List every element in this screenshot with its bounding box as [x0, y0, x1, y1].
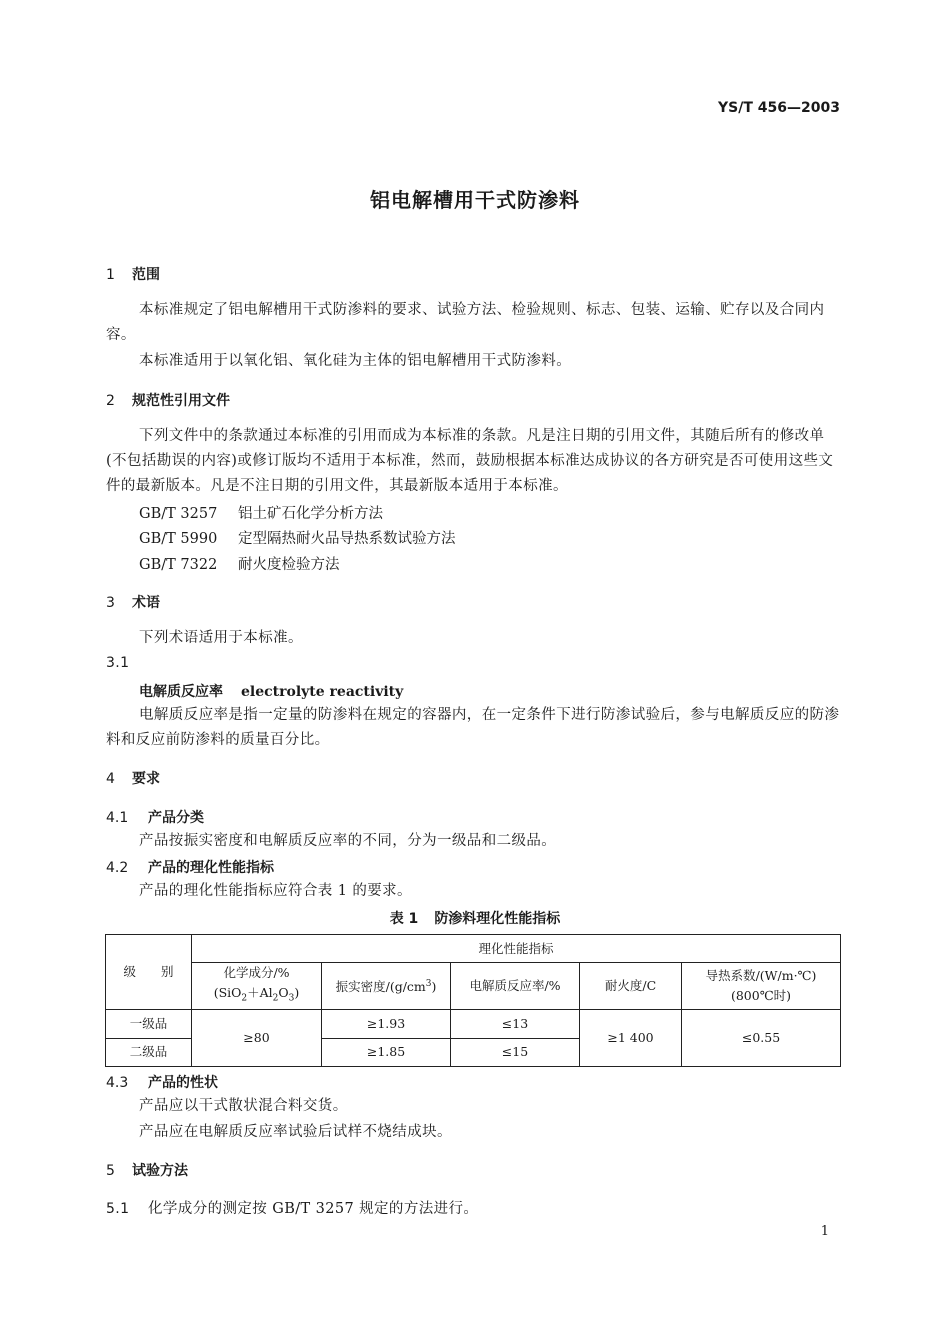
document-title: 铝电解槽用干式防渗料 [370, 188, 580, 212]
density-cell: ≥1.85 [322, 1038, 451, 1066]
section-3-para-1: 下列术语适用于本标准。 [139, 630, 303, 646]
table-header-density: 振实密度$/(g/cm^3)$ [322, 963, 451, 1010]
reference-title: 定型隔热耐火品导热系数试验方法 [238, 531, 456, 547]
section-number: 1 [106, 267, 115, 283]
reactivity-cell: ≤13 [451, 1009, 580, 1038]
chemical-value-cell: ≥80 [192, 1009, 322, 1066]
reference-item [139, 502, 383, 523]
section-title: 要求 [132, 771, 160, 787]
density-cell: ≥1.93 [322, 1009, 451, 1038]
reactivity-cell: ≤15 [451, 1038, 580, 1066]
table-header-row [106, 935, 841, 963]
term-chinese: 电解质反应率 [139, 684, 223, 700]
section-number: 2 [106, 393, 115, 409]
subsection-title: 产品的性状 [148, 1075, 218, 1091]
section-number: 4 [106, 771, 115, 787]
subsection-4-2-para: 产品的理化性能指标应符合表 1 的要求。 [139, 883, 412, 899]
section-title: 规范性引用文件 [132, 393, 230, 409]
table-caption-title: 防渗料理化性能指标 [434, 911, 561, 927]
section-1-para-1: 本标准规定了铝电解槽用干式防渗料的要求、试验方法、检验规则、标志、包装、运输、贮存以及合同内容。 [106, 302, 825, 343]
reference-code: GB/T 7322 [139, 557, 218, 573]
subsection-5-1 [106, 1197, 478, 1218]
table-header-conductivity [682, 963, 841, 1010]
section-title: 范围 [132, 267, 160, 283]
section-2-heading [106, 390, 230, 410]
grade-cell: 二级品 [106, 1038, 192, 1066]
term-definition: 电解质反应率是指一定量的防渗料在规定的容器内，在一定条件下进行防渗试验后，参与电解质反应的防渗料和反应前防渗料的质量百分比。 [106, 707, 840, 748]
subsection-number: 5.1 [106, 1201, 130, 1217]
subsection-4-3-para-1: 产品应以干式散状混合料交货。 [139, 1098, 348, 1114]
section-number: 3 [106, 595, 115, 611]
subsection-4-2-heading [106, 857, 274, 877]
subsection-number: 4.2 [106, 860, 129, 876]
chemical-formula: $(SiO_2+Al_2O_3)$ [213, 985, 300, 1004]
conductivity-label: 导热系数/(W/m·℃) [705, 967, 817, 983]
table-header-reactivity: 电解质反应率/% [451, 963, 580, 1010]
conductivity-condition: (800℃时) [730, 987, 792, 1003]
subsection-4-3-heading [106, 1072, 218, 1092]
section-5-heading [106, 1160, 188, 1180]
reference-title: 耐火度检验方法 [238, 557, 340, 573]
section-title: 试验方法 [132, 1163, 188, 1179]
page-number: 1 [820, 1224, 829, 1239]
refractoriness-value-cell: ≥1 400 [580, 1009, 682, 1066]
grade-cell: 一级品 [106, 1009, 192, 1038]
subsection-4-1-para: 产品按振实密度和电解质反应率的不同，分为一级品和二级品。 [139, 833, 557, 849]
properties-table [105, 934, 841, 1067]
term-entry [139, 681, 403, 701]
table-caption-label: 表 1 [389, 911, 419, 927]
subsection-4-3-para-2: 产品应在电解质反应率试验后试样不烧结成块。 [139, 1124, 452, 1140]
subsection-title: 产品分类 [148, 810, 204, 826]
standard-code: YS/T 456—2003 [718, 100, 840, 116]
section-1-heading [106, 264, 160, 284]
reference-code: GB/T 5990 [139, 531, 218, 547]
section-2-para-1: 下列文件中的条款通过本标准的引用而成为本标准的条款。凡是注日期的引用文件，其随后所有的修改单(不包括勘误的内容)或修订版均不适用于本标准，然而，鼓励根据本标准达成协议的各方研究是否可使用这些文件的最新版本。凡是不注日期的引用文件，其最新版本适用于本标准。 [106, 428, 834, 494]
chemical-label: 化学成分/% [223, 965, 290, 980]
table-header-refractoriness: 耐火度/C [580, 963, 682, 1010]
section-4-heading [106, 768, 160, 788]
term-english: electrolyte reactivity [241, 684, 404, 700]
section-1-para-2: 本标准适用于以氧化铝、氧化硅为主体的铝电解槽用干式防渗料。 [139, 353, 572, 369]
section-title: 术语 [132, 595, 160, 611]
reference-title: 铝土矿石化学分析方法 [238, 506, 383, 522]
reference-code: GB/T 3257 [139, 506, 218, 522]
table-header-group: 理化性能指标 [192, 935, 841, 963]
section-3-heading [106, 592, 160, 612]
table-caption [0, 908, 950, 928]
table-header-chemical [192, 963, 322, 1010]
reference-item [139, 553, 340, 574]
conductivity-value-cell: ≤0.55 [682, 1009, 841, 1066]
table-row [106, 1009, 841, 1038]
subsection-4-1-heading [106, 807, 204, 827]
subsection-number: 4.3 [106, 1075, 129, 1091]
section-number: 5 [106, 1163, 115, 1179]
subsection-3-1-number: 3.1 [106, 655, 130, 671]
table-header-row [106, 963, 841, 1010]
subsection-number: 4.1 [106, 810, 129, 826]
table-header-grade: 级 别 [106, 935, 192, 1010]
subsection-title: 产品的理化性能指标 [148, 860, 274, 876]
reference-item [139, 527, 456, 548]
subsection-5-1-text: 化学成分的测定按 GB/T 3257 规定的方法进行。 [148, 1201, 479, 1217]
